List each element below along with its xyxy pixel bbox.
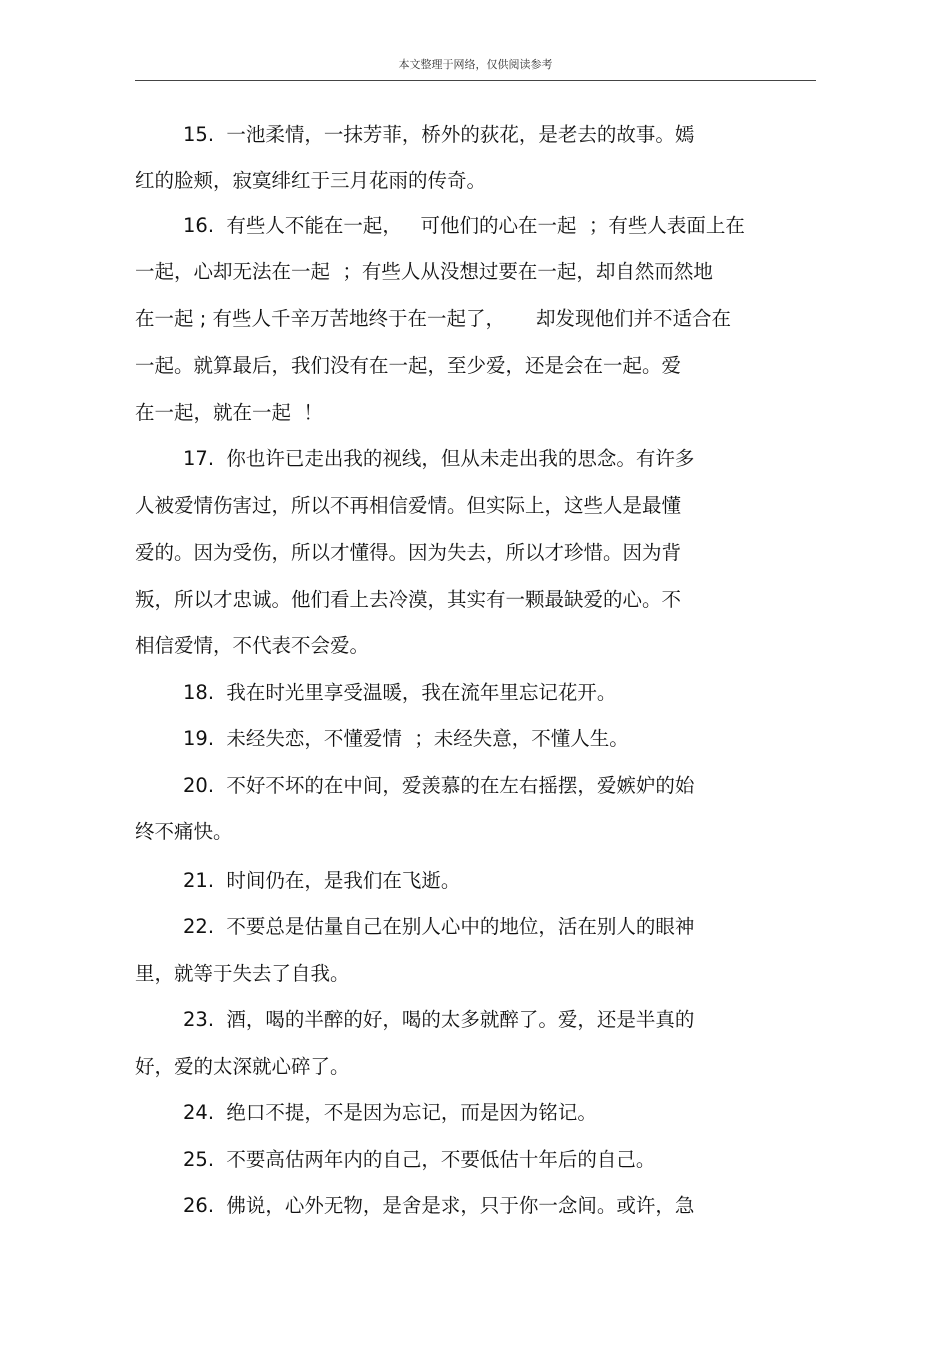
text-line: 在一起，就在一起 ！	[135, 401, 323, 424]
text-line: 19. 未经失恋，不懂爱情 ；未经失意，不懂人生。	[183, 727, 629, 750]
text-line: 相信爱情，不代表不会爱。	[135, 634, 370, 657]
text-line: 在一起 ; 有些人千辛万苦地终于在一起了， 却发现他们并不适合在	[135, 307, 731, 330]
text-line: 叛，所以才忠诚。他们看上去冷漠，其实有一颗最缺爱的心。不	[135, 588, 682, 611]
text-line: 好，爱的太深就心碎了。	[135, 1055, 350, 1078]
text-line: 23. 酒，喝的半醉的好，喝的太多就醉了。爱，还是半真的	[183, 1008, 695, 1031]
text-line: 22. 不要总是估量自己在别人心中的地位，活在别人的眼神	[183, 915, 695, 938]
text-line: 一起。就算最后，我们没有在一起，至少爱，还是会在一起。爱	[135, 354, 682, 377]
text-line: 一起，心却无法在一起 ；有些人从没想过要在一起，却自然而然地	[135, 260, 713, 283]
text-line: 爱的。因为受伤，所以才懂得。因为失去，所以才珍惜。因为背	[135, 541, 682, 564]
page-header: 本文整理于网络，仅供阅读参考	[398, 58, 553, 71]
text-line: 17. 你也许已走出我的视线，但从未走出我的思念。有许多	[183, 447, 695, 470]
text-line: 18. 我在时光里享受温暖，我在流年里忘记花开。	[183, 681, 617, 704]
text-line: 26. 佛说，心外无物，是舍是求，只于你一念间。或许，急	[183, 1194, 695, 1217]
text-line: 终不痛快。	[135, 820, 233, 843]
text-line: 人被爱情伤害过，所以不再相信爱情。但实际上，这些人是最懂	[135, 494, 682, 517]
text-line: 里，就等于失去了自我。	[135, 962, 350, 985]
header-divider	[135, 80, 816, 81]
text-line: 15. 一池柔情，一抹芳菲，桥外的荻花，是老去的故事。嫣	[183, 123, 695, 146]
text-line: 25. 不要高估两年内的自己，不要低估十年后的自己。	[183, 1148, 656, 1171]
text-line: 24. 绝口不提，不是因为忘记，而是因为铭记。	[183, 1101, 597, 1124]
text-line: 16. 有些人不能在一起， 可他们的心在一起 ；有些人表面上在	[183, 214, 745, 237]
text-line: 20. 不好不坏的在中间，爱羡慕的在左右摇摆，爱嫉妒的始	[183, 774, 695, 797]
text-line: 红的脸颊，寂寞绯红于三月花雨的传奇。	[135, 169, 487, 192]
text-line: 21. 时间仍在，是我们在飞逝。	[183, 869, 461, 892]
